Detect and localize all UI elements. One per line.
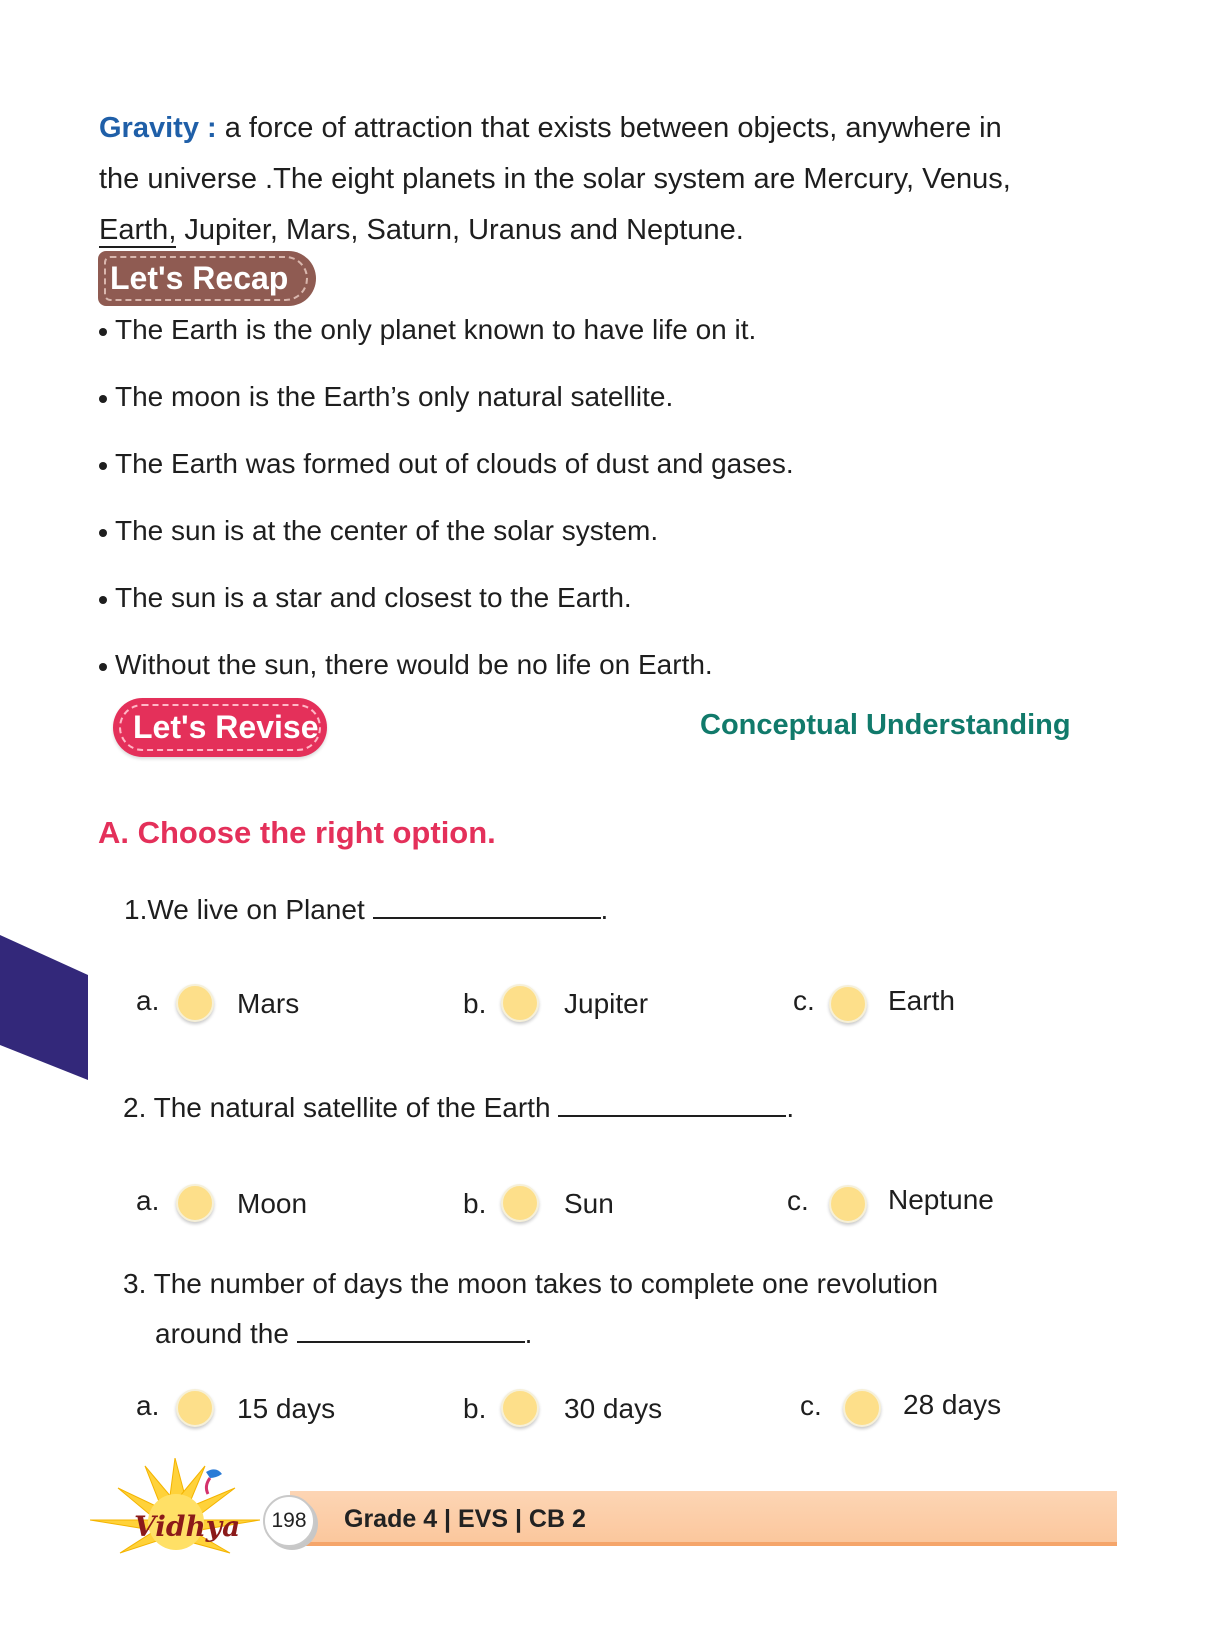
logo-text: Vidhya <box>134 1510 241 1543</box>
option-text: 28 days <box>903 1389 1002 1420</box>
question-2-period: . <box>786 1092 795 1123</box>
option-letter: c. <box>787 1185 809 1216</box>
answer-blank[interactable] <box>373 893 601 919</box>
recap-bullet-text: The sun is at the center of the solar system. <box>115 515 659 546</box>
option-radio-3b[interactable] <box>501 1389 539 1427</box>
option-letter: b. <box>463 988 487 1019</box>
recap-bullet-text: The sun is a star and closest to the Earth. <box>115 582 632 613</box>
option-letter: a. <box>136 1390 160 1421</box>
answer-blank[interactable] <box>558 1091 786 1117</box>
question-3-period: . <box>524 1318 533 1349</box>
recap-bullet-text: Without the sun, there would be no life on Earth. <box>115 649 713 680</box>
option-radio-3c[interactable] <box>843 1389 881 1427</box>
option-letter: a. <box>136 985 160 1016</box>
option-text: Neptune <box>888 1184 994 1215</box>
recap-label: Let's Recap <box>110 260 289 296</box>
option-radio-2b[interactable] <box>501 1184 539 1222</box>
recap-bullet-text: The moon is the Earth’s only natural satellite. <box>115 381 674 412</box>
gravity-term: Gravity : <box>99 112 217 144</box>
option-radio-2a[interactable] <box>176 1184 214 1222</box>
option-text: Earth <box>888 985 955 1016</box>
option-radio-3a[interactable] <box>176 1389 214 1427</box>
intro-paragraph <box>99 103 1099 256</box>
recap-bullet-text: The Earth was formed out of clouds of dust and gases. <box>115 448 794 479</box>
bullet-dot-icon <box>99 529 107 537</box>
option-radio-1a[interactable] <box>176 984 214 1022</box>
page-number: 198 <box>271 1509 307 1532</box>
bullet-dot-icon <box>99 663 107 671</box>
answer-blank[interactable] <box>297 1317 525 1343</box>
intro-line-3 <box>99 205 1099 256</box>
question-3-line-2 <box>155 1316 532 1352</box>
option-letter: b. <box>463 1188 487 1219</box>
vidhya-logo-icon <box>90 1458 260 1563</box>
section-title: A. Choose the right option. <box>98 815 496 850</box>
conceptual-understanding-label: Conceptual Understanding <box>700 709 1071 741</box>
question-2-text: 2. The natural satellite of the Earth <box>123 1092 551 1123</box>
option-text: 30 days <box>564 1393 663 1424</box>
option-letter: c. <box>793 985 815 1016</box>
bullet-dot-icon <box>99 462 107 470</box>
option-text: Mars <box>237 988 300 1019</box>
intro-line-1 <box>99 103 1099 154</box>
option-letter: a. <box>136 1185 160 1216</box>
bullet-dot-icon <box>99 596 107 604</box>
recap-bullet-text: The Earth is the only planet known to have life on it. <box>115 314 757 345</box>
option-text: 15 days <box>237 1393 336 1424</box>
option-radio-1c[interactable] <box>829 985 867 1023</box>
recap-bullet <box>99 513 658 549</box>
question-3: 3. The number of days the moon takes to complete one revolution <box>123 1268 939 1299</box>
recap-bullet <box>99 312 756 348</box>
gravity-definition: a force of attraction that exists between objects, anywhere in <box>216 112 1002 144</box>
footer-title: Grade 4 | EVS | CB 2 <box>344 1505 586 1533</box>
question-3-text-2: around the <box>155 1318 289 1349</box>
recap-bullet <box>99 379 673 415</box>
side-decoration-shape <box>0 935 88 1080</box>
question-2 <box>123 1090 794 1126</box>
question-1-text: 1.We live on Planet <box>124 894 365 925</box>
option-radio-2c[interactable] <box>829 1185 867 1223</box>
intro-line-3-rest: Jupiter, Mars, Saturn, Uranus and Neptune. <box>176 214 744 246</box>
question-1 <box>124 892 608 928</box>
option-text: Jupiter <box>564 988 649 1019</box>
intro-underlined-word: Earth, <box>99 214 177 246</box>
bullet-dot-icon <box>99 328 107 336</box>
intro-line-2: the universe .The eight planets in the solar system are Mercury, Venus, <box>99 163 1011 195</box>
bullet-dot-icon <box>99 395 107 403</box>
option-radio-1b[interactable] <box>501 984 539 1022</box>
option-text: Sun <box>564 1188 614 1219</box>
option-text: Moon <box>237 1188 308 1219</box>
revise-label: Let's Revise <box>133 709 319 745</box>
recap-bullet <box>99 580 632 616</box>
option-letter: b. <box>463 1393 487 1424</box>
question-1-period: . <box>600 894 609 925</box>
recap-bullet <box>99 446 794 482</box>
recap-bullet <box>99 647 713 683</box>
option-letter: c. <box>800 1390 822 1421</box>
